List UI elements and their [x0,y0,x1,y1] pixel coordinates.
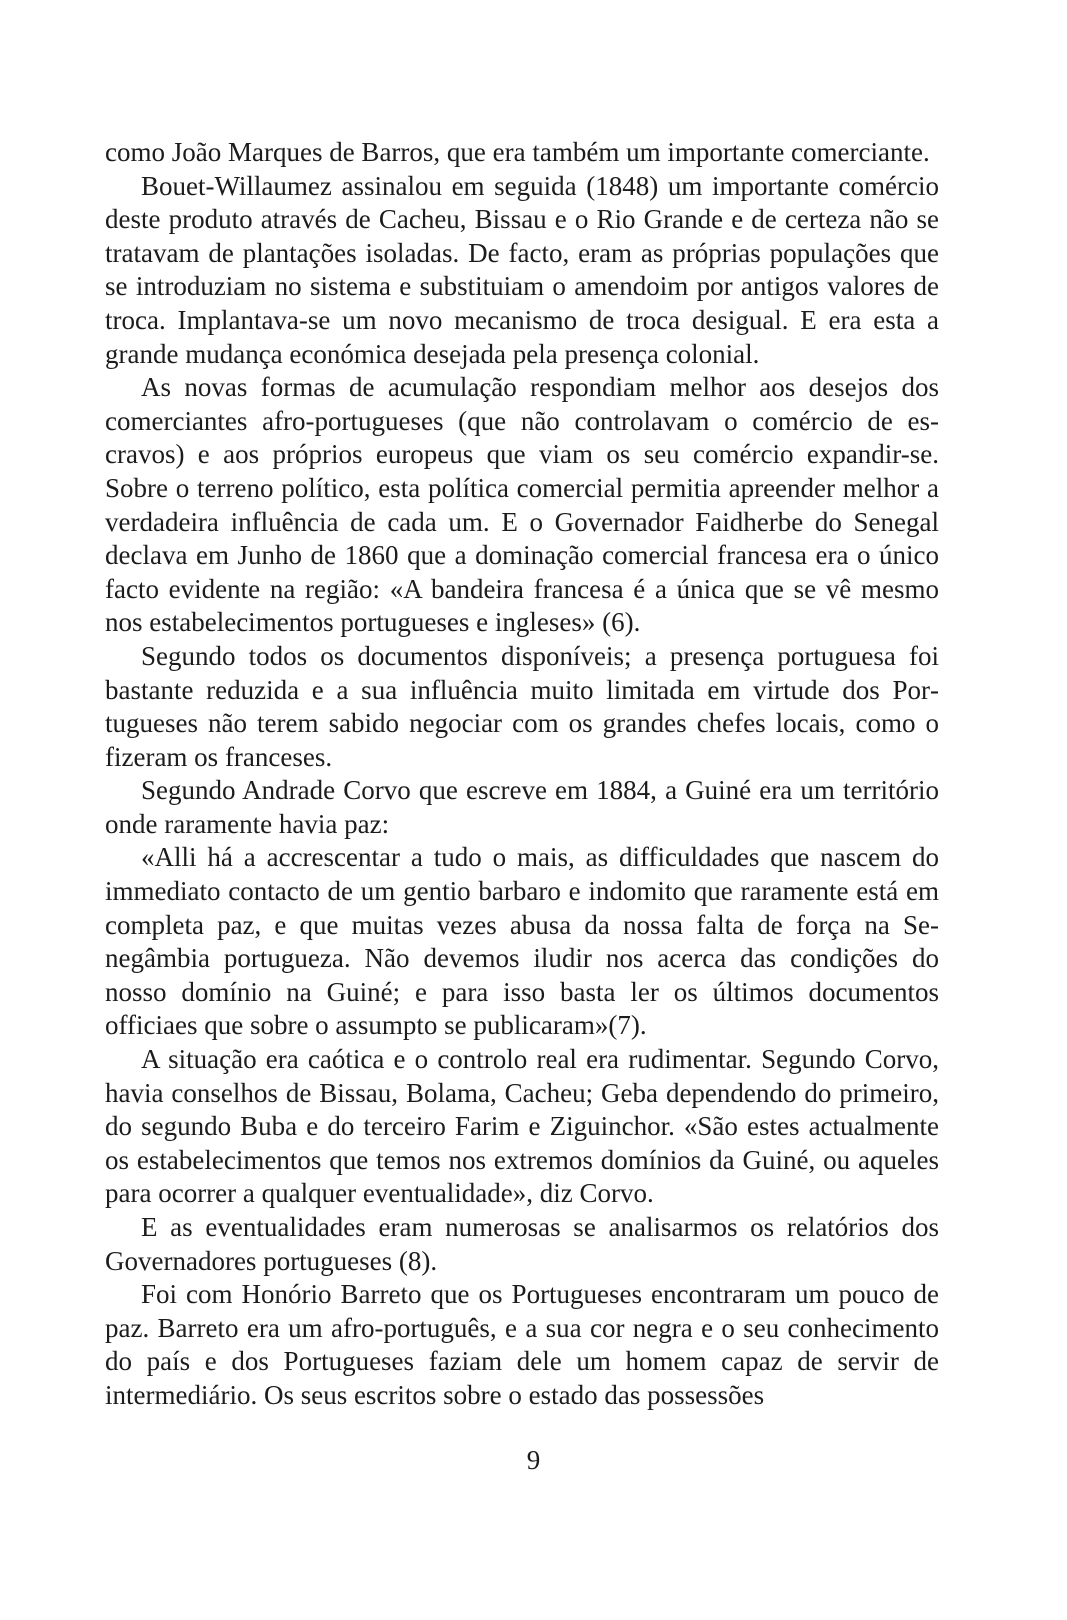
paragraph: E as eventualidades eram numerosas se analisarmos os relatórios dos Governadores portugueses (8). [105,1212,939,1276]
paragraph: Foi com Honório Barreto que os Portugueses encontraram um pouco de paz. Barreto era um afro-português, e a sua cor negra e o seu conhecimento do país e dos Portugueses faziam dele um homem capaz de servir de intermediário. Os seus escritos sobre o estado das possessões [105,1279,939,1410]
paragraph: As novas formas de acumulação respondiam melhor aos desejos dos comerciantes afro-portugueses (que não controlavam o comércio de escravos) e aos próprios europeus que viam os seu comércio expandir-se. Sobre o terreno político, esta política comercial permitia apreender melhor a verdadeira influência de cada um. E o Governador Faidherbe do Senegal declava em Junho de 1860 que a dominação comercial francesa era o único facto evidente na região: «A bandeira francesa é a única que se vê mesmo nos estabelecimentos portugueses e ingleses» (6). [105,372,939,638]
paragraph: A situação era caótica e o controlo real era rudimentar. Segundo Corvo, havia conselhos de Bissau, Bolama, Cacheu; Geba dependendo do primeiro, do segundo Buba e do terceiro Farim e Ziguinchor. «São estes actualmente os estabelecimentos que temos nos extremos domínios da Guiné, ou aqueles para ocorrer a qualquer eventualidade», diz Corvo. [105,1044,939,1209]
paragraph: Segundo todos os documentos disponíveis; a presença portuguesa foi bastante reduzida e a sua influência muito limitada em virtude dos Portugueses não terem sabido negociar com os grandes chefes locais, como o fizeram os franceses. [105,640,939,772]
paragraph: Bouet-Willaumez assinalou em seguida (1848) um importante comércio deste produto através de Cacheu, Bissau e o Rio Grande e de certeza não se tratavam de plantações isoladas. De facto, eram as próprias populações que se introduziam no sistema e substituiam o amendoim por antigos valores de troca. Implantava-se um novo mecanismo de troca desigual. E era esta a grande mudança económica desejada pela presença colonial. [105,170,939,369]
paragraph: Segundo Andrade Corvo que escreve em 1884, a Guiné era um território onde raramente havia paz: [105,775,939,839]
page-number: 9 [526,1445,541,1475]
paragraph: como João Marques de Barros, que era também um importante comerciante. [105,137,930,167]
quotation-paragraph: «Alli há a accrescentar a tudo o mais, as difficuldades que nascem do immediato contacto de um gentio barbaro e indomito que raramente está em completa paz, e que muitas vezes abusa da nossa falta de força na Senegâmbia portugueza. Não devemos iludir nos acerca das condições do nosso domínio na Guiné; e para isso basta ler os últimos documentos officiaes que sobre o assumpto se publicaram»(7). [105,842,939,1041]
body-text [105,136,939,1413]
